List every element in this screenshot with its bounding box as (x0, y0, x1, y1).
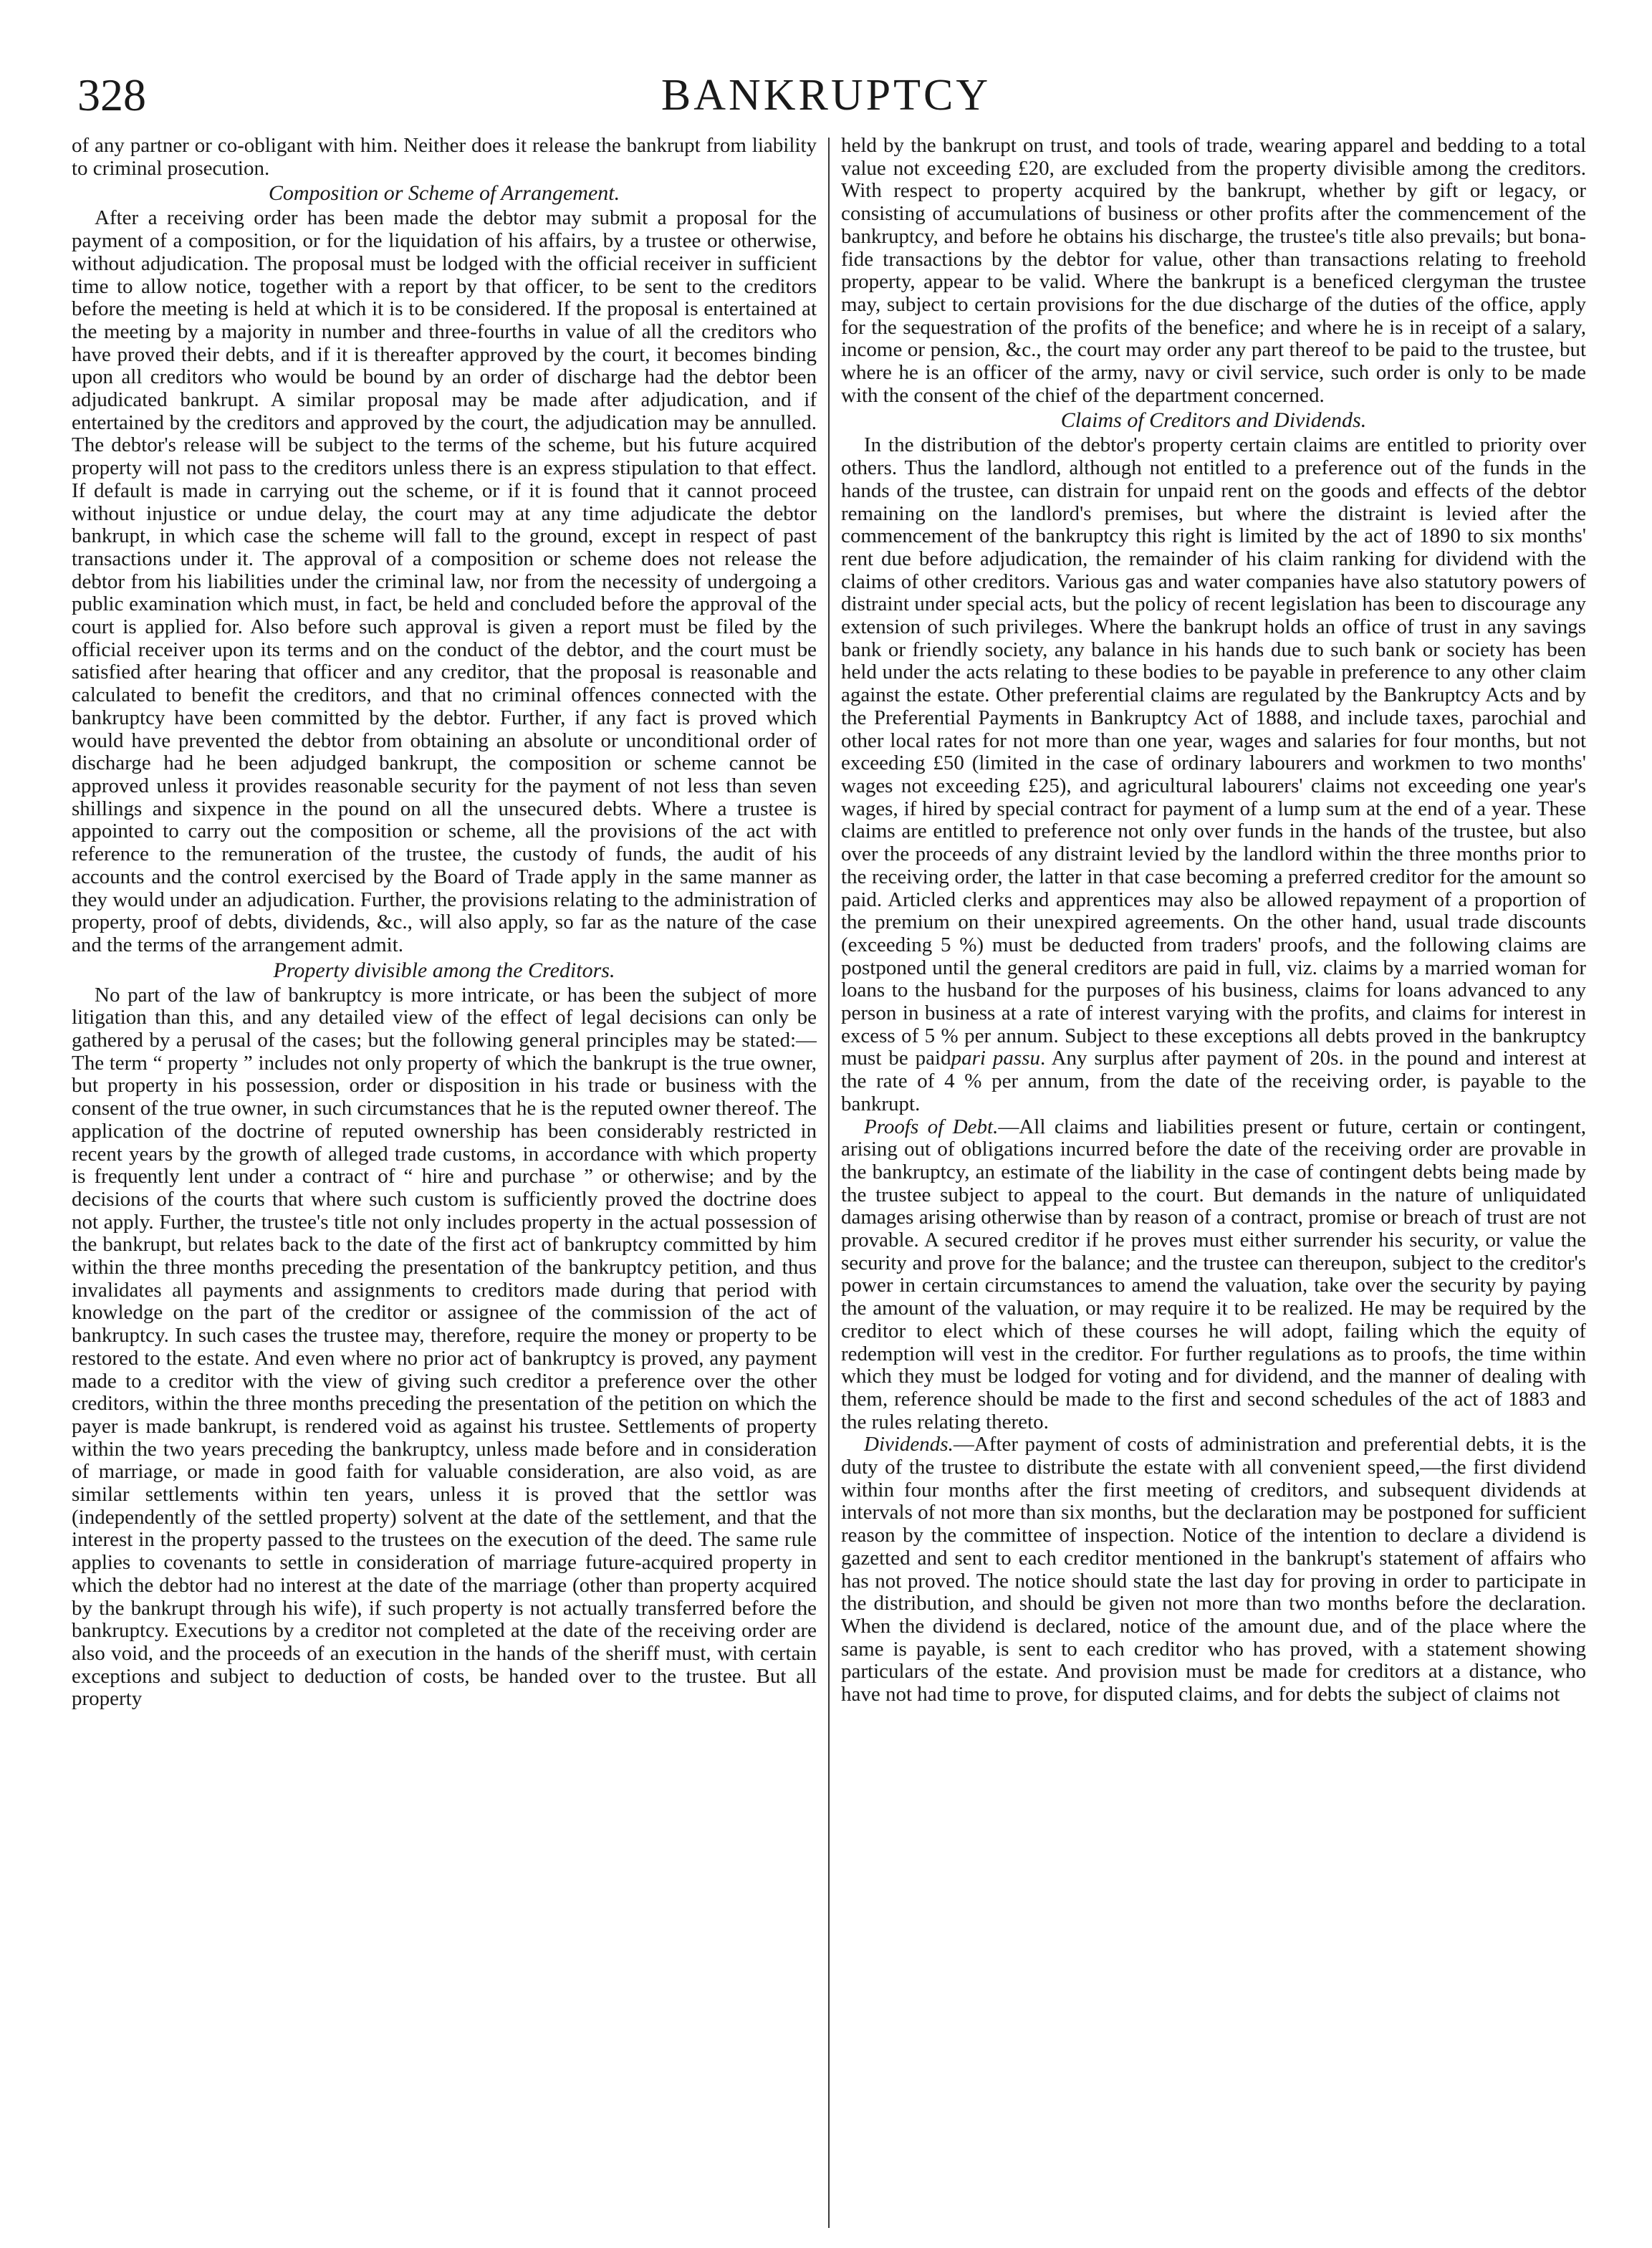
section-heading-claims: Claims of Creditors and Dividends. (1060, 408, 1367, 433)
claims-text-part-1: In the distribution of the debtor's property certain claims are entitled to priority over others. Thus the landlord, although not entitled to a preference out of the funds in the hands of the trustee, can distrain for unpaid rent on the goods and effects of the debtor remaining on the landlord's premises, but where the distraint is levied after the commencement of the bankruptcy this right is limited by the act of 1890 to six months' rent due before adjudication, the remainder of his claim ranking for dividend with the claims of other creditors. Various gas and water companies have also statutory powers of distraint under special acts, but the policy of recent legislation has been to discourage any extension of such privileges. Where the bankrupt holds an office of trust in any savings bank or friendly society, any balance in his hands due to such bank or society has been held under the acts relating to these bodies to be payable in preference to any other claim against the estate. Other preferential claims are regulated by the Bankruptcy Acts and by the Preferential Payments in Bankruptcy Act of 1888, and include taxes, parochial and other local rates for not more than one year, wages and salaries for four months, but not exceeding £50 (limited in the case of ordinary labourers and workmen to two months' wages not exceeding £25), and agricultural labourers' claims not exceeding one year's wages, if hired by special contract for payment of a lump sum at the end of a year. These claims are entitled to preference not only over funds in the hands of the trustee, but also over the proceeds of any distraint levied by the landlord within the three months prior to the receiving order, the latter in that case becoming a preferred creditor for the amount so paid. Articled clerks and apprentices may also be allowed repayment of a proportion of the premium on their unexpired agreements. On the other hand, usual trade discounts (exceeding 5 %) must be deducted from traders' proofs, and the following claims are postponed until the general creditors are paid in full, viz. claims by a married woman for loans to the husband for the purposes of his business, claims for loans advanced to any person in business at a rate of interest varying with the profits, and claims for interest in excess of 5 % per annum. Subject to these exceptions all debts proved in the bankruptcy must be paid (841, 433, 1587, 1070)
proofs-text: —All claims and liabilities present or future, certain or contingent, arising out of obligations incurred before the date of the receiving order are provable in the bankruptcy, an estimate of the liability in the case of contingent debts being made by the trustee subject to appeal to the court. But demands in the nature of unliquidated damages arising otherwise than by reason of a contract, promise or breach of trust are not provable. A secured creditor if he proves must either surrender his security, or value the security and prove for the balance; and the trustee can thereupon, subject to the creditor's power in certain circumstances to amend the valuation, take over the security by paying the amount of the valuation, or may require it to be realized. He may be required by the creditor to elect which of these courses he will adopt, failing which the equity of redemption will vest in the creditor. For further regulations as to proofs, the time within which they must be lodged for voting and for dividend, and the manner of dealing with them, reference should be made to the first and second schedules of the act of 1883 and the rules relating thereto. (841, 1115, 1587, 1433)
right-paragraph-dividends (841, 1433, 1586, 1706)
page-number: 328 (77, 69, 146, 120)
claims-text-part-2: . Any surplus after payment of 20s. in the pound and interest at the rate of 4 % per annum, from the date of the receiving order, is payable to the bankrupt. (841, 1047, 1587, 1115)
dividends-text: —After payment of costs of administration and preferential debts, it is the duty of the trustee to distribute the estate with all convenient speed,—the first dividend within four months after the first meeting of creditors, and subsequent dividends at intervals of not more than six months, but the declaration may be postponed for sufficient reason by the committee of inspection. Notice of the intention to declare a dividend is gazetted and sent to each creditor mentioned in the bankrupt's statement of affairs who has not proved. The notice should state the last day for proving in order to participate in the distribution, and should be given not more than two months before the declaration. When the dividend is declared, notice of the amount due, and of the place where the same is payable, is sent to each creditor who has proved, with a statement showing particulars of the estate. And provision must be made for creditors at a distance, who have not had time to prove, for disputed claims, and for debts the subject of claims not (841, 1433, 1587, 1706)
left-column (72, 135, 817, 2228)
section-heading-property: Property divisible among the Creditors. (273, 958, 615, 982)
proofs-runin-heading: Proofs of Debt. (864, 1115, 999, 1138)
dividends-runin-heading: Dividends. (864, 1433, 954, 1456)
text-columns (72, 135, 1586, 2228)
right-paragraph-claims (841, 434, 1586, 1115)
section-heading-composition: Composition or Scheme of Arrangement. (268, 181, 620, 206)
right-paragraph-continued: held by the bankrupt on trust, and tools of trade, wearing apparel and bedding to a total value not exceeding £20, are excluded from the property divisible among the creditors. With respect to property acquired by the bankrupt, whether by gift or legacy, or consisting of accumulations of business or other profits after the commencement of the bankruptcy, and before he obtains his discharge, the trustee's title also prevails; but bona-fide transactions by the debtor for value, other than transactions relating to freehold property, appear to be valid. Where the bankrupt is a beneficed clergyman the trustee may, subject to certain provisions for the due discharge of the duties of the office, apply for the sequestration of the profits of the benefice; and where he is in receipt of a salary, income or pension, &c., the court may order any part thereof to be paid to the trustee, but where he is an officer of the army, navy or civil service, such order is only to be made with the consent of the chief of the department concerned. (841, 135, 1587, 407)
running-head: BANKRUPTCY (661, 71, 991, 120)
pari-passu-italic: pari passu (951, 1047, 1040, 1070)
left-paragraph-composition: After a receiving order has been made the debtor may submit a proposal for the payment of a composition, or for the liquidation of his affairs, by a trustee or otherwise, without adjudication. The proposal must be lodged with the official receiver in sufficient time to allow notice, together with a report by that officer, to be sent to the creditors before the meeting is held at which it is to be considered. If the proposal is entertained at the meeting by a majority in number and three-fourths in value of all the creditors who have proved their debts, and if it is thereafter approved by the court, it becomes binding upon all creditors who would be bound by an order of discharge had the debtor been adjudicated bankrupt. A similar proposal may be made after adjudication, and if entertained by the creditors and approved by the court, the adjudication may be annulled. The debtor's release will be subject to the terms of the scheme, but his future acquired property will not pass to the creditors unless there is an express stipulation to that effect. If default is made in carrying out the scheme, or if it is found that it cannot proceed without injustice or undue delay, the court may at any time adjudicate the debtor bankrupt, in which case the scheme will fall to the ground, except in respect of past transactions under it. The approval of a composition or scheme does not release the debtor from his liabilities under the criminal law, nor from the necessity of undergoing a public examination which must, in fact, be held and concluded before the approval of the court is applied for. Also before such approval is given a report must be filed by the official receiver upon its terms and on the conduct of the debtor, and the court must be satisfied after hearing that officer and any creditor, that the proposal is reasonable and calculated to benefit the creditors, and that no criminal offences connected with the bankruptcy have been committed by the debtor. Further, if any fact is proved which would have prevented the debtor from obtaining an absolute or unconditional order of discharge had he been adjudged bankrupt, the composition or scheme cannot be approved unless it provides reasonable security for the payment of not less than seven shillings and sixpence in the pound on all the unsecured debts. Where a trustee is appointed to carry out the composition or scheme, all the provisions of the act with reference to the remuneration of the trustee, the custody of funds, the audit of his accounts and the control exercised by the Board of Trade apply in the same manner as they would under an adjudication. Further, the provisions relating to the administration of property, proof of debts, dividends, &c., will also apply, so far as the nature of the case and the terms of the arrangement admit. (72, 206, 817, 956)
right-paragraph-proofs (841, 1116, 1586, 1434)
left-paragraph-continued: of any partner or co-obligant with him. Neither does it release the bankrupt from liability to criminal prosecution. (72, 135, 817, 180)
column-divider (828, 138, 830, 2228)
right-column (841, 135, 1586, 2228)
page-header (69, 56, 1583, 135)
left-paragraph-property: No part of the law of bankruptcy is more intricate, or has been the subject of more litigation than this, and any detailed view of the effect of legal decisions can only be gathered by a perusal of the cases; but the following general principles may be stated:—The term “ property ” includes not only property of which the bankrupt is the true owner, but property in his possession, order or disposition in his trade or business with the consent of the true owner, in such circumstances that he is the reputed owner thereof. The application of the doctrine of reputed ownership has been considerably restricted in recent years by the growth of alleged trade customs, in accordance with which property is frequently lent under a contract of “ hire and purchase ” or otherwise; and by the decisions of the courts that where such custom is sufficiently proved the doctrine does not apply. Further, the trustee's title not only includes property in the actual possession of the bankrupt, but relates back to the date of the first act of bankruptcy committed by him within the three months preceding the presentation of the bankruptcy petition, and thus invalidates all payments and assignments to creditors made during that period with knowledge on the part of the creditor or assignee of the commission of the act of bankruptcy. In such cases the trustee may, therefore, require the money or property to be restored to the estate. And even where no prior act of bankruptcy is proved, any payment made to a creditor with the view of giving such creditor a preference over the other creditors, within the three months preceding the presentation of the petition on which the payer is made bankrupt, is rendered void as against his trustee. Settlements of property within the two years preceding the bankruptcy, unless made before and in consideration of marriage, or made in good faith for valuable consideration, are also void, as are similar settlements within ten years, unless it is proved that the settlor was (independently of the settled property) solvent at the date of the settlement, and that the interest in the property passed to the trustees on the execution of the deed. The same rule applies to covenants to settle in consideration of marriage future-acquired property in which the debtor had no interest at the date of the marriage (other than property acquired by the bankrupt through his wife), if such property is not actually transferred before the bankruptcy. Executions by a creditor not completed at the date of the receiving order are also void, and the proceeds of an execution in the hands of the sheriff must, with certain exceptions and subject to deduction of costs, be handed over to the trustee. But all property (72, 983, 817, 1711)
